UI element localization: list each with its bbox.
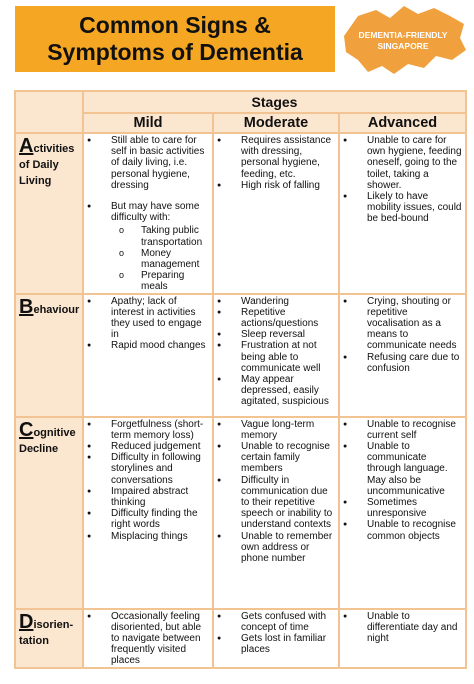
list-item: ● Difficulty in communication due to their repetitive speech or inability to understand contexts [217, 475, 335, 531]
title-line-1: Common Signs & [79, 12, 271, 38]
list-item: ● May appear depressed, easily agitated, suspicious [217, 374, 335, 408]
column-header-moderate: Moderate [213, 113, 339, 133]
sub-list-item: o Preparing meals [111, 270, 209, 292]
list-item: ● Unable to recognise certain family members [217, 441, 335, 475]
row-label: isorien- [33, 618, 74, 631]
item-text: But may have some difficulty with: [111, 201, 200, 224]
list-item: ● Gets lost in familiar places [217, 633, 335, 655]
item-text: Still able to care for self in basic activities of daily living, i.e. personal hygiene, dressing [111, 135, 205, 191]
list-item: ● Repetitive actions/questions [217, 307, 335, 329]
list-item: ● Requires assistance with dressing, personal hygiene, feeding, etc. [217, 135, 335, 180]
list-item: ● High risk of falling [217, 180, 335, 191]
list-item: ● Misplacing things [87, 531, 209, 542]
row-header-disorientation [15, 609, 83, 668]
column-header-mild: Mild [83, 113, 213, 133]
list-item: ● Reduced judgement [87, 441, 209, 452]
table-corner [15, 91, 83, 133]
cell-disorientation-advanced [339, 609, 466, 668]
cell-behaviour-moderate [213, 294, 339, 417]
row-header-activities [15, 133, 83, 294]
cell-cognitive-mild [83, 417, 213, 609]
list-item [87, 135, 209, 191]
cell-disorientation-mild [83, 609, 213, 668]
table-row [15, 417, 466, 609]
list-item: ● Vague long-term memory [217, 419, 335, 441]
list-item: ● Unable to remember own address or phone number [217, 531, 335, 565]
row-label-line-3: Living [19, 175, 52, 187]
table-row [15, 609, 466, 668]
list-item: ● Unable to recognise common objects [343, 519, 462, 541]
list-item: ● Frustration at not being able to communicate well [217, 340, 335, 374]
cell-behaviour-advanced [339, 294, 466, 417]
row-initial: C [19, 418, 34, 441]
sub-list-item: o Taking public transportation [111, 225, 209, 247]
list-item: ● Rapid mood changes [87, 340, 209, 351]
stages-header: Stages [83, 91, 466, 113]
logo-line-2: SINGAPORE [377, 41, 429, 51]
logo-text [350, 30, 456, 52]
list-item: ● Refusing care due to confusion [343, 352, 462, 374]
row-initial: A [19, 135, 34, 157]
row-label: ctivities [33, 143, 75, 155]
table-row [15, 133, 466, 294]
cell-cognitive-advanced [339, 417, 466, 609]
list-item [87, 201, 209, 293]
cell-disorientation-moderate [213, 609, 339, 668]
list-item: ● Difficulty in following storylines and conversations [87, 452, 209, 486]
symptoms-table [14, 90, 467, 669]
title-line-2: Symptoms of Dementia [47, 39, 303, 65]
cell-activities-mild [83, 133, 213, 294]
list-item: ● Unable to recognise current self [343, 419, 462, 441]
list-item: ● Crying, shouting or repetitive vocalisation as a means to communicate needs [343, 296, 462, 352]
list-item: ● Gets confused with concept of time [217, 611, 335, 633]
list-item: ● Forgetfulness (short-term memory loss) [87, 419, 209, 441]
column-header-advanced: Advanced [339, 113, 466, 133]
list-item: ● Sleep reversal [217, 329, 335, 340]
list-item: ● Apathy; lack of interest in activities they used to engage in [87, 296, 209, 341]
list-item: ● Impaired abstract thinking [87, 486, 209, 508]
row-label: ehaviour [33, 303, 80, 316]
cell-behaviour-mild [83, 294, 213, 417]
list-item: ● Likely to have mobility issues, could be bed-bound [343, 191, 462, 225]
list-item: ● Occasionally feeling disoriented, but able to navigate between frequently visited places [87, 611, 209, 667]
cell-activities-advanced [339, 133, 466, 294]
list-item: ● Unable to care for own hygiene, feeding oneself, going to the toilet, taking a shower. [343, 135, 462, 191]
row-header-behaviour [15, 294, 83, 417]
row-header-cognitive [15, 417, 83, 609]
title-banner [15, 6, 335, 72]
row-label-line-2: Decline [19, 442, 59, 455]
row-label-line-2: of Daily [19, 159, 59, 171]
logo-line-1: DEMENTIA-FRIENDLY [358, 30, 448, 40]
row-label: ognitive [33, 426, 76, 439]
row-initial: D [19, 610, 34, 633]
list-item: ● Sometimes unresponsive [343, 497, 462, 519]
row-label-line-2: tation [19, 634, 49, 647]
list-item: ● Unable to differentiate day and night [343, 611, 462, 645]
list-item: ● Difficulty finding the right words [87, 508, 209, 530]
list-item: ● Wandering [217, 296, 335, 307]
cell-activities-moderate [213, 133, 339, 294]
cell-cognitive-moderate [213, 417, 339, 609]
row-initial: B [19, 295, 34, 318]
list-item: ● Unable to communicate through language. May also be uncommunicative [343, 441, 462, 497]
table-row [15, 294, 466, 417]
sub-list-item: o Money management [111, 248, 209, 270]
